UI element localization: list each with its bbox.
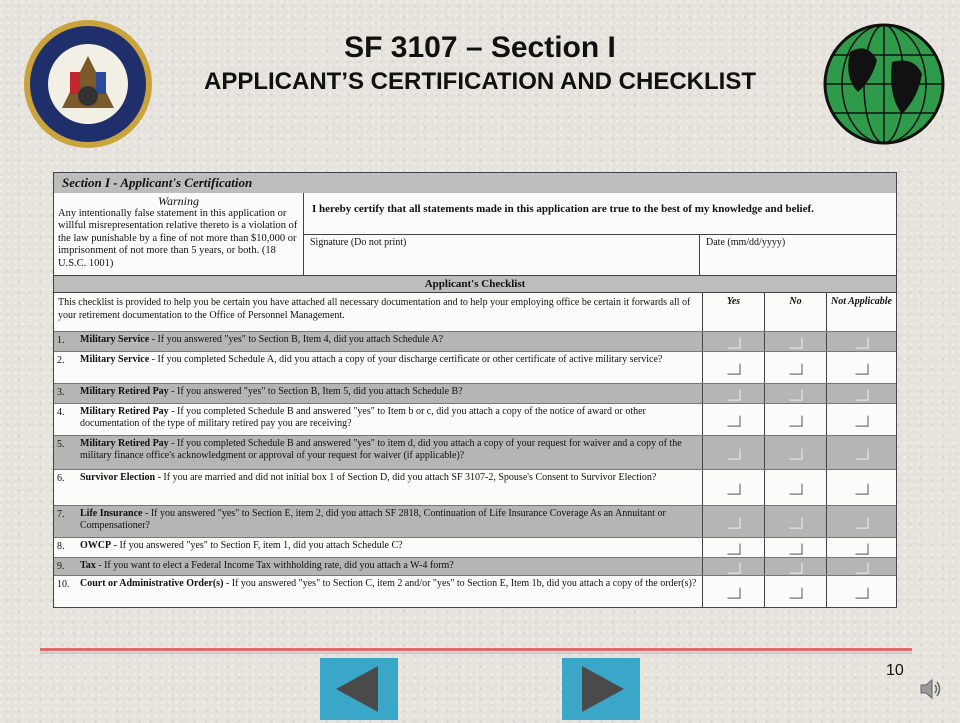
item-number: 4. bbox=[57, 407, 65, 418]
item-text bbox=[80, 560, 700, 572]
speaker-icon[interactable] bbox=[918, 676, 944, 702]
item-number: 1. bbox=[57, 335, 65, 346]
yes-checkbox[interactable] bbox=[727, 483, 740, 494]
item-text bbox=[80, 334, 700, 346]
item-label: Military Retired Pay bbox=[80, 438, 169, 449]
no-checkbox[interactable] bbox=[789, 389, 802, 400]
yes-checkbox[interactable] bbox=[727, 363, 740, 374]
certify-text: I hereby certify that all statements made in this application are true to the best of my knowledge and belief. bbox=[304, 193, 896, 235]
yes-checkbox[interactable] bbox=[727, 587, 740, 598]
item-description: - If you want to elect a Federal Income Tax withholding rate, did you attach a W-4 form? bbox=[95, 560, 454, 571]
no-checkbox[interactable] bbox=[789, 587, 802, 598]
item-number: 8. bbox=[57, 541, 65, 552]
yes-checkbox[interactable] bbox=[727, 517, 740, 528]
list-item bbox=[54, 575, 896, 607]
na-checkbox[interactable] bbox=[855, 415, 868, 426]
na-checkbox[interactable] bbox=[855, 587, 868, 598]
col-no: No bbox=[764, 293, 826, 331]
warning-box bbox=[54, 193, 304, 275]
na-checkbox[interactable] bbox=[855, 363, 868, 374]
form-image bbox=[53, 172, 897, 608]
army-seal-icon bbox=[22, 18, 154, 150]
list-item bbox=[54, 403, 896, 435]
item-description: - If you answered "yes" to Section C, item 2 and/or "yes" to Section E, Item 1b, did you attach a copy of the order(s)? bbox=[223, 578, 697, 589]
page-subtitle: APPLICANT’S CERTIFICATION AND CHECKLIST bbox=[204, 68, 756, 95]
item-label: Survivor Election bbox=[80, 472, 156, 483]
item-text bbox=[80, 508, 700, 532]
item-description: - If you answered "yes" to Section B, Item 5, did you attach Schedule B? bbox=[168, 386, 463, 397]
item-text bbox=[80, 578, 700, 590]
forward-button[interactable] bbox=[562, 658, 640, 720]
yes-checkbox[interactable] bbox=[727, 562, 740, 573]
col-not-applicable: Not Applicable bbox=[826, 293, 896, 331]
checklist-title: Applicant's Checklist bbox=[54, 275, 896, 293]
page-number: 10 bbox=[886, 662, 904, 679]
no-checkbox[interactable] bbox=[789, 363, 802, 374]
no-checkbox[interactable] bbox=[789, 543, 802, 554]
item-label: Tax bbox=[80, 560, 96, 571]
yes-checkbox[interactable] bbox=[727, 337, 740, 348]
yes-checkbox[interactable] bbox=[727, 389, 740, 400]
no-checkbox[interactable] bbox=[789, 448, 802, 459]
na-checkbox[interactable] bbox=[855, 483, 868, 494]
triangle-right-icon bbox=[562, 658, 640, 720]
list-item bbox=[54, 469, 896, 505]
item-description: - If you completed Schedule B and answered "yes" to item d, did you attach a copy of your request for waiver and a copy of the military finance office's acknowledgment or approval of your request for waiver (if applicable)? bbox=[80, 438, 682, 461]
no-checkbox[interactable] bbox=[789, 483, 802, 494]
yes-checkbox[interactable] bbox=[727, 415, 740, 426]
item-text bbox=[80, 386, 700, 398]
na-checkbox[interactable] bbox=[855, 543, 868, 554]
item-number: 2. bbox=[57, 355, 65, 366]
slide-title bbox=[180, 30, 780, 98]
na-checkbox[interactable] bbox=[855, 448, 868, 459]
item-number: 9. bbox=[57, 561, 65, 572]
item-number: 7. bbox=[57, 509, 65, 520]
item-description: - If you answered "yes" to Section B, Item 4, did you attach Schedule A? bbox=[149, 334, 444, 345]
globe-icon bbox=[822, 22, 946, 146]
item-text bbox=[80, 438, 700, 462]
list-item bbox=[54, 383, 896, 403]
date-field: Date (mm/dd/yyyy) bbox=[706, 237, 786, 248]
item-number: 5. bbox=[57, 439, 65, 450]
item-label: Military Service bbox=[80, 354, 150, 365]
na-checkbox[interactable] bbox=[855, 517, 868, 528]
item-text bbox=[80, 354, 700, 366]
triangle-left-icon bbox=[320, 658, 398, 720]
list-item bbox=[54, 331, 896, 351]
footer-rule bbox=[40, 648, 912, 651]
item-number: 6. bbox=[57, 473, 65, 484]
checklist-rows bbox=[54, 331, 896, 607]
col-yes: Yes bbox=[702, 293, 764, 331]
item-number: 3. bbox=[57, 387, 65, 398]
item-label: Life Insurance bbox=[80, 508, 143, 519]
list-item bbox=[54, 557, 896, 575]
list-item bbox=[54, 435, 896, 469]
back-button[interactable] bbox=[320, 658, 398, 720]
item-description: - If you completed Schedule A, did you attach a copy of your discharge certificate or other certificate of active military service? bbox=[149, 354, 663, 365]
item-description: - If you answered "yes" to Section E, item 2, did you attach SF 2818, Continuation of Life Insurance Coverage As an Annuitant or Compensationer? bbox=[80, 508, 666, 531]
item-label: OWCP bbox=[80, 540, 112, 551]
item-description: - If you completed Schedule B and answered "yes" to Item b or c, did you attach a copy of the notice of award or other documentation of the type of military retired pay you are receiving? bbox=[80, 406, 646, 429]
na-checkbox[interactable] bbox=[855, 562, 868, 573]
yes-checkbox[interactable] bbox=[727, 448, 740, 459]
item-label: Court or Administrative Order(s) bbox=[80, 578, 224, 589]
warning-text: Any intentionally false statement in this application or willful misrepresentation relative thereto is a violation of the law punishable by a fine of not more than $10,000 or imprisonment of not more than 5 years, or both. (18 U.S.C. 1001) bbox=[58, 207, 298, 269]
page-title: SF 3107 – Section I bbox=[344, 31, 616, 64]
item-text bbox=[80, 406, 700, 430]
na-checkbox[interactable] bbox=[855, 337, 868, 348]
list-item bbox=[54, 537, 896, 557]
item-description: - If you are married and did not initial box 1 of Section D, did you attach SF 3107-2, Spouse's Consent to Survivor Election? bbox=[155, 472, 657, 483]
signature-field: Signature (Do not print) bbox=[304, 235, 700, 275]
item-label: Military Retired Pay bbox=[80, 406, 169, 417]
na-checkbox[interactable] bbox=[855, 389, 868, 400]
list-item bbox=[54, 505, 896, 537]
item-text bbox=[80, 472, 700, 484]
warning-title: Warning bbox=[158, 194, 199, 208]
list-item bbox=[54, 351, 896, 383]
no-checkbox[interactable] bbox=[789, 415, 802, 426]
section-title: Section I - Applicant's Certification bbox=[54, 173, 896, 193]
item-number: 10. bbox=[57, 579, 70, 590]
no-checkbox[interactable] bbox=[789, 562, 802, 573]
checklist-intro: This checklist is provided to help you be certain you have attached all necessary documentation and to help your employing office be certain it forwards all of your retirement documentation to the Office of Personnel Management. bbox=[58, 297, 691, 321]
item-label: Military Retired Pay bbox=[80, 386, 169, 397]
item-description: - If you answered "yes" to Section F, item 1, did you attach Schedule C? bbox=[111, 540, 403, 551]
yes-checkbox[interactable] bbox=[727, 543, 740, 554]
item-text bbox=[80, 540, 700, 552]
no-checkbox[interactable] bbox=[789, 337, 802, 348]
no-checkbox[interactable] bbox=[789, 517, 802, 528]
footer-rule-shadow bbox=[40, 652, 912, 654]
item-label: Military Service bbox=[80, 334, 150, 345]
